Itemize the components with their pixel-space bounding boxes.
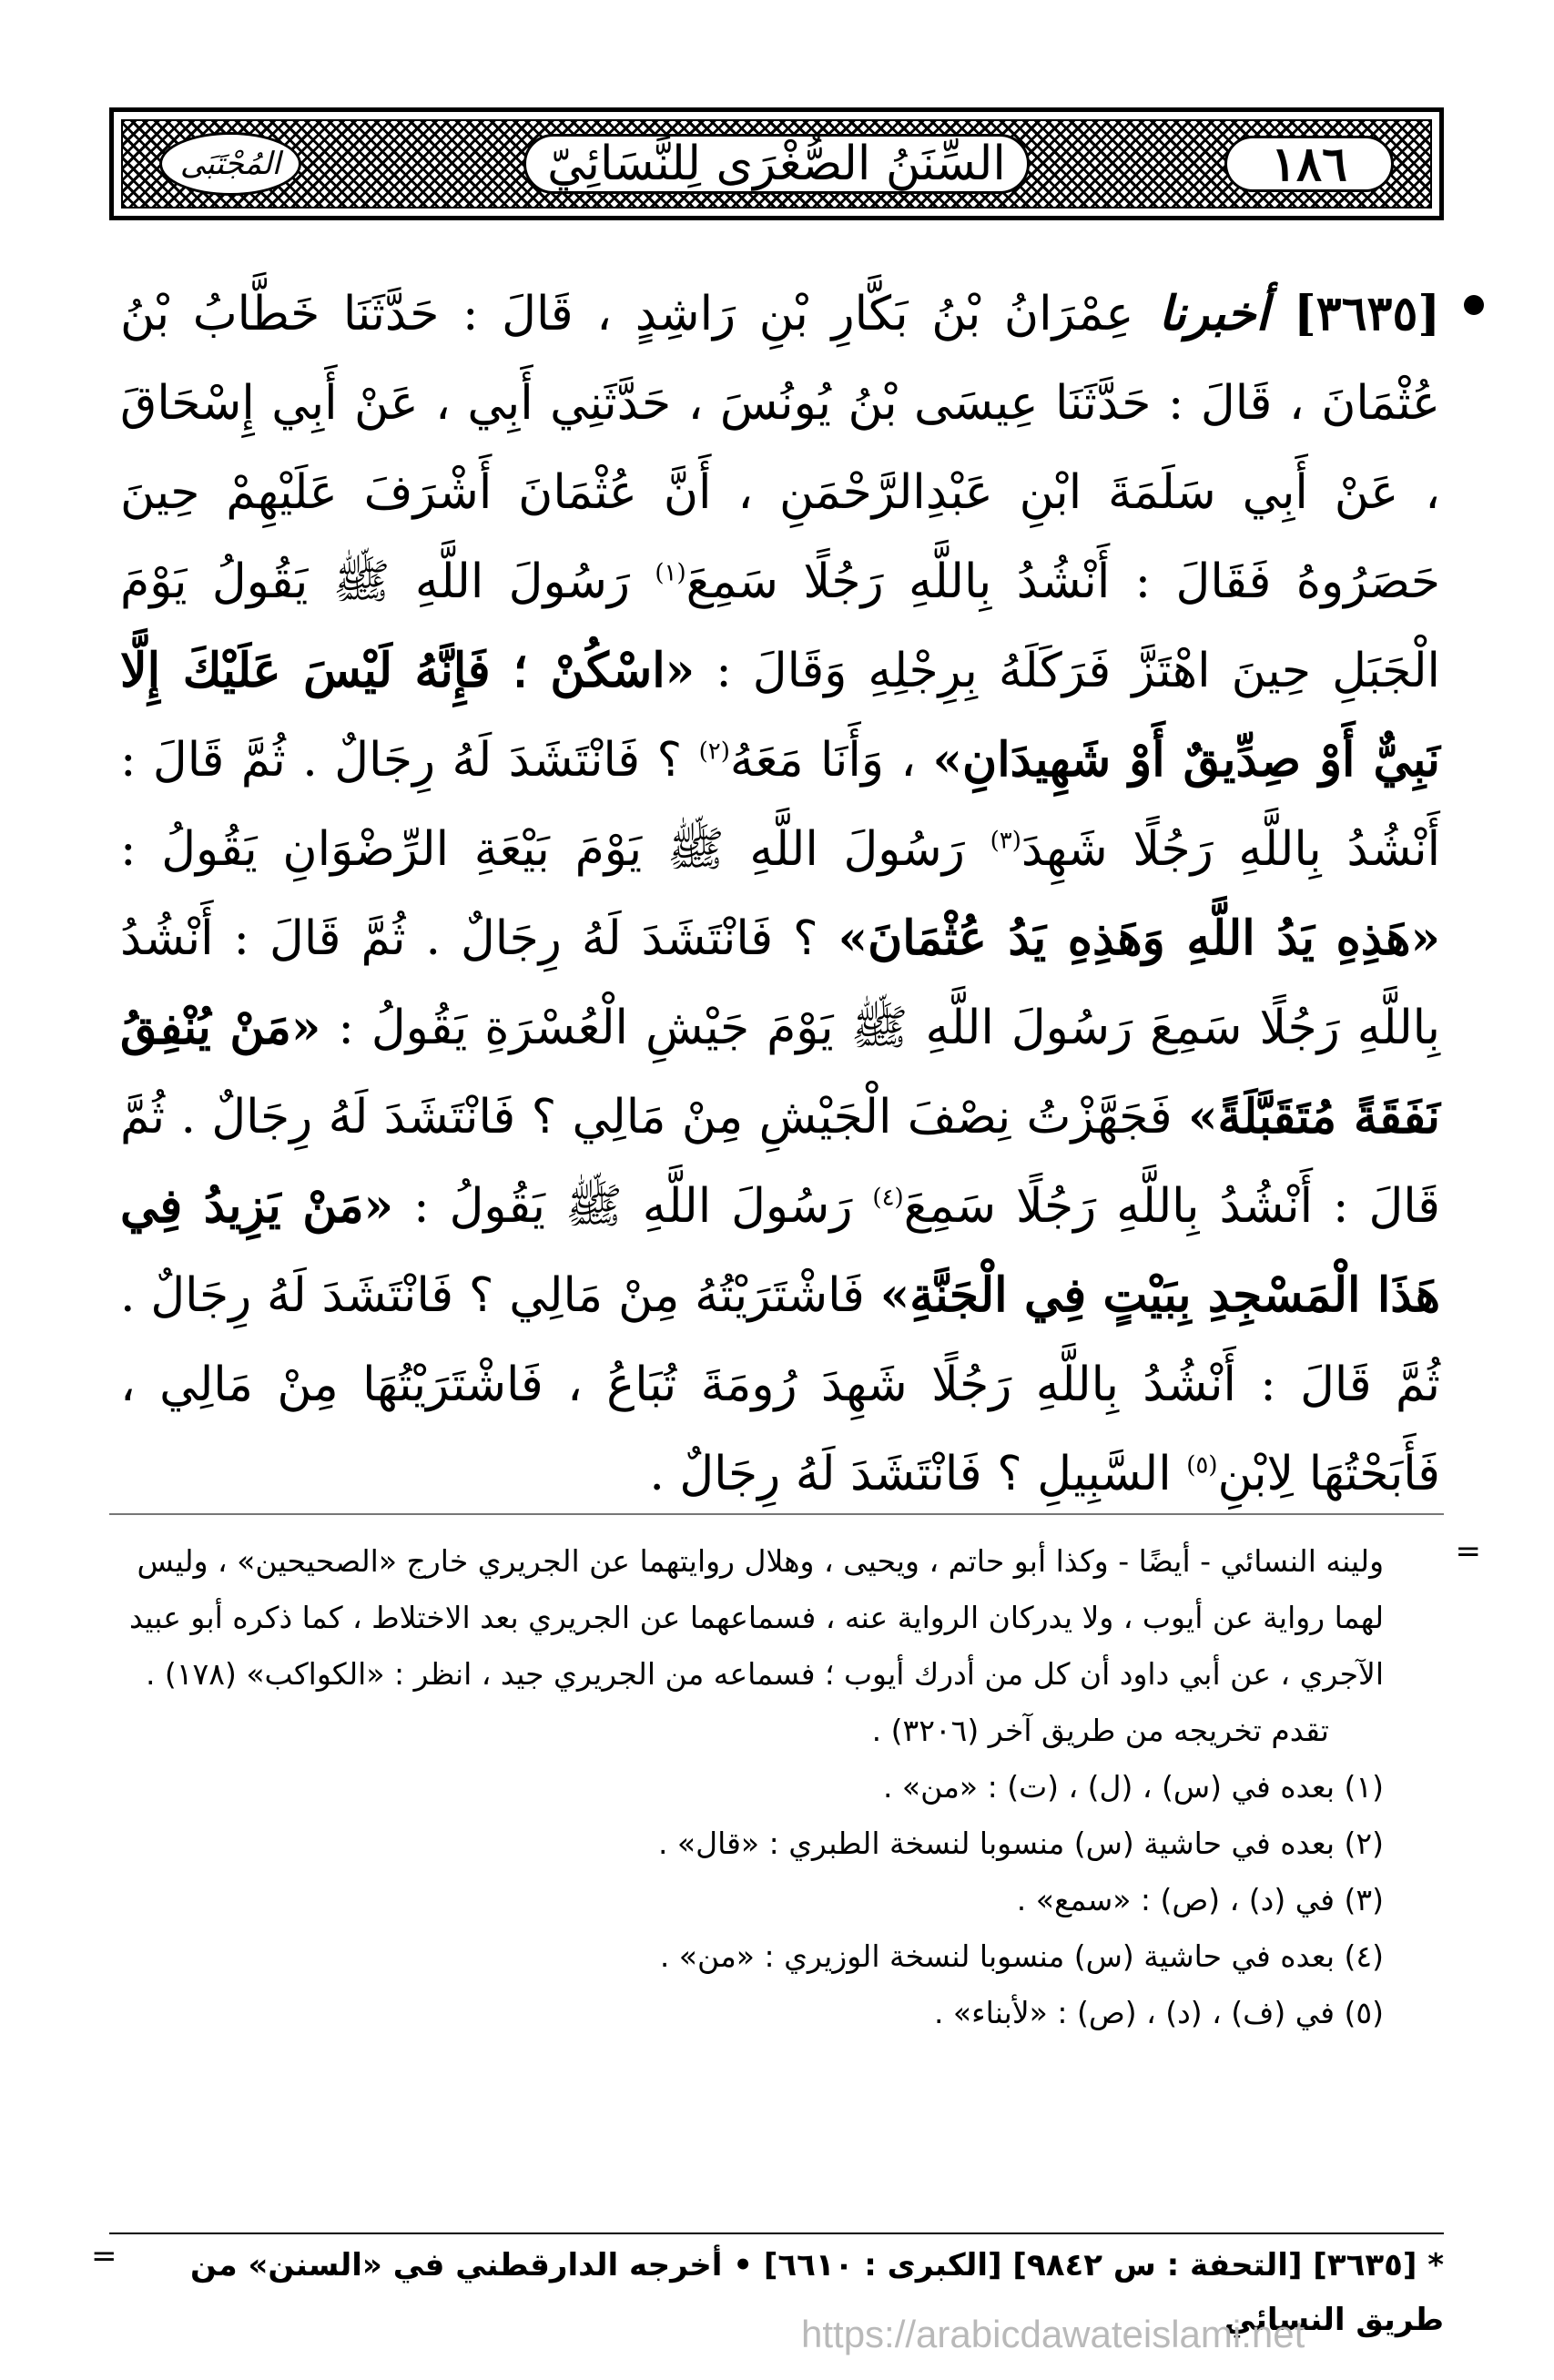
prophetic-quote: «اسْكُنْ ؛ فَإِنَّهُ لَيْسَ عَلَيْكَ إِلَّا نَبِيٌّ أَوْ صِدِّيقٌ أَوْ شَهِيدَانِ» (120, 643, 1440, 788)
footnote-continuation: ولينه النسائي - أيضًا - وكذا أبو حاتم ، ويحيى ، وهلال روايتهما عن الجريري خارج «الصحيحين» ، وليس لهما رواية عن أيوب ، ولا يدركان الرواية عنه ، فسماعهما عن الجريري بعد الاختلاط ، كما ذكره أبو عبيد الآجري ، عن أبي داود أن كل من أدرك أيوب ؛ فسماعه من الجريري جيد ، انظر : «الكواكب» (١٧٨) . (128, 1543, 1384, 1692)
emblem-text: المُجْتَبَى (179, 146, 281, 182)
hadith-segment: رَسُولَ اللَّهِ ﷺ يَوْمَ بَيْعَةِ الرِّضْوَانِ يَقُولُ : (120, 822, 990, 877)
hadith-segment: عِمْرَانُ بْنُ بَكَّارِ بْنِ رَاشِدٍ ، قَالَ : حَدَّثَنَا خَطَّابُ بْنُ عُثْمَانَ ، قَالَ : حَدَّثَنَا عِيسَى بْنُ يُونُسَ ، حَدَّثَنِي أَبِي ، عَنْ أَبِي إِسْحَاقَ ، عَنْ أَبِي سَلَمَةَ ابْنِ عَبْدِالرَّحْمَنِ ، أَنَّ عُثْمَانَ أَشْرَفَ عَلَيْهِمْ حِينَ حَصَرُوهُ فَقَالَ : أَنْشُدُ بِاللَّهِ رَجُلًا سَمِعَ (120, 287, 1440, 609)
hadith-segment: رَسُولَ اللَّهِ ﷺ يَقُولُ : (393, 1179, 873, 1234)
page-number-box (1224, 136, 1394, 192)
book-emblem (159, 132, 301, 196)
prophetic-quote: «هَذِهِ يَدُ اللَّهِ وَهَذِهِ يَدُ عُثْمَانَ» (838, 910, 1440, 966)
prophetic-quote: «مَنْ يُنْفِقُ نَفَقَةً مُتَقَبَّلَةً» (120, 1000, 1441, 1144)
hadith-segment: رَسُولَ اللَّهِ ﷺ يَقُولُ يَوْمَ الْجَبَلِ حِينَ اهْتَزَّ فَرَكَلَهُ بِرِجْلِهِ وَقَالَ : (120, 554, 1440, 698)
bullet-icon (1464, 295, 1484, 315)
footnote-ref: (٣) (990, 827, 1021, 855)
hadith-segment: ؟ فَانْتَشَدَ لَهُ رِجَالٌ . ثُمَّ قَالَ : أَنْشُدُ بِاللَّهِ رَجُلًا شَهِدَ (120, 733, 1441, 877)
ornamental-border (121, 119, 1432, 209)
hadith-segment: أخبرنا (1133, 286, 1295, 341)
footnote-item: (٥) في (ف) ، (د) ، (ص) : «لأبناء» . (933, 1995, 1384, 2030)
footnotes (109, 1533, 1384, 2041)
footnote-ref: (٥) (1186, 1451, 1218, 1480)
footnote-divider (109, 1513, 1444, 1515)
footnote-ref: (١) (655, 559, 686, 587)
footnote-prior: تقدم تخريجه من طريق آخر (٣٢٠٦) . (871, 1713, 1329, 1748)
hadith-text (120, 270, 1440, 1519)
footnote-item: (٤) بعده في حاشية (س) منسوبا لنسخة الوزيري : «من» . (659, 1938, 1384, 1974)
book-title: السِّنَنُ الصُّغْرَى لِلنَّسَائِيّ (547, 137, 1006, 191)
hadith-segment: فَاشْتَرَيْتُهُ مِنْ مَالِي ؟ فَانْتَشَدَ لَهُ رِجَالٌ . ثُمَّ قَالَ : أَنْشُدُ بِاللَّهِ رَجُلًا شَهِدَ رُومَةَ تُبَاعُ ، فَاشْتَرَيْتُهَا مِنْ مَالِي ، فَأَبَحْتُهَا لِابْنِ (120, 1268, 1440, 1501)
hadith-segment: ؟ فَانْتَشَدَ لَهُ رِجَالٌ . ثُمَّ قَالَ : أَنْشُدُ بِاللَّهِ رَجُلًا سَمِعَ رَسُولَ اللَّهِ ﷺ يَوْمَ جَيْشِ الْعُسْرَةِ يَقُولُ : (120, 911, 1441, 1055)
page-number: ١٨٦ (1271, 136, 1347, 192)
hadith-number: [٣٦٣٥] (1294, 286, 1441, 341)
title-cartouche (523, 134, 1030, 194)
hadith-segment: ، وَأَنَا مَعَهُ (729, 733, 933, 788)
footnote-ref: (٤) (872, 1184, 904, 1212)
footnote-item: (٣) في (د) ، (ص) : «سمع» . (1016, 1882, 1384, 1917)
footnote-item: (٢) بعده في حاشية (س) منسوبا لنسخة الطبري : «قال» . (657, 1826, 1384, 1861)
prophetic-quote: «مَنْ يَزِيدُ فِي هَذَا الْمَسْجِدِ بِبَيْتٍ فِي الْجَنَّةِ» (120, 1178, 1440, 1323)
hadith-segment: السَّبِيلِ ؟ فَانْتَشَدَ لَهُ رِجَالٌ . (649, 1447, 1187, 1501)
continuation-mark-bottom: = (91, 2238, 117, 2274)
page-header (109, 107, 1444, 220)
bottom-divider (109, 2233, 1444, 2234)
hadith-segment: فَجَهَّزْتُ نِصْفَ الْجَيْشِ مِنْ مَالِي ؟ فَانْتَشَدَ لَهُ رِجَالٌ . ثُمَّ قَالَ : أَنْشُدُ بِاللَّهِ رَجُلًا سَمِعَ (120, 1090, 1440, 1234)
hadith-paragraph (120, 270, 1440, 1519)
takhrij-line: * [٣٦٣٥] [التحفة : س ٩٨٤٢] [الكبرى : ٦٦١٠] • أخرجه الدارقطني في «السنن» من طريق النسائي (189, 2247, 1444, 2338)
footnote-ref: (٢) (698, 737, 730, 766)
footnote-item: (١) بعده في (س) ، (ل) ، (ت) : «من» . (882, 1769, 1384, 1805)
continuation-mark: = (1455, 1533, 1481, 1570)
watermark: https://arabicdawateislami.net (801, 2313, 1305, 2355)
